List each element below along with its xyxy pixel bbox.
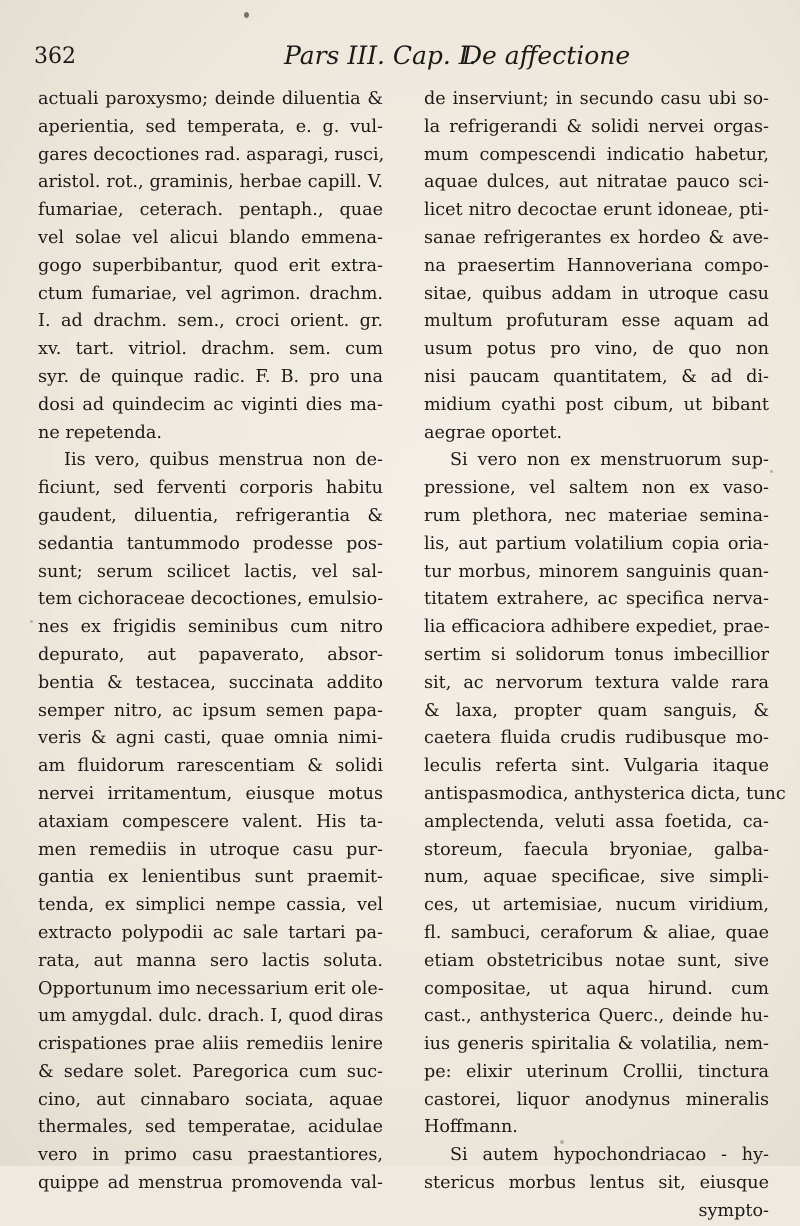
text-line: sitae, quibus addam in utroque casu <box>424 283 769 304</box>
text-line: de inserviunt; in secundo casu ubi so- <box>424 89 769 109</box>
text-line: ataxiam compescere valent. His ta- <box>38 811 383 832</box>
text-line: Iis vero, quibus menstrua non de- <box>64 450 383 471</box>
text-line: rata, aut manna sero lactis soluta. <box>38 950 383 971</box>
text-line: veris & agni casti, quae omnia nimi- <box>38 728 383 749</box>
paper-speck <box>770 470 773 473</box>
text-line: lia efficaciora adhibere expediet, prae- <box>424 617 770 638</box>
text-line: stericus morbus lentus sit, eiusque <box>424 1173 769 1194</box>
text-line: castorei, liquor anodynus mineralis <box>424 1089 769 1110</box>
text-line: caetera fluida crudis rudibusque mo- <box>424 728 769 749</box>
text-line: midium cyathi post cibum, ut bibant <box>424 394 769 415</box>
text-line: ficiunt, sed ferventi corporis habitu <box>38 478 383 499</box>
text-line: fumariae, ceterach. pentaph., quae <box>38 200 383 221</box>
text-line: men remediis in utroque casu pur- <box>38 839 383 860</box>
text-line: fl. sambuci, ceraforum & aliae, quae <box>424 922 769 943</box>
text-line: ces, ut artemisiae, nucum viridium, <box>424 895 769 916</box>
text-line: syr. de quinque radic. F. B. pro una <box>38 366 383 387</box>
text-line: sertim si solidorum tonus imbecillior <box>424 644 769 665</box>
text-line: ne repetenda. <box>38 422 162 443</box>
right-text-column <box>424 86 786 1226</box>
text-line: lis, aut partium volatilium copia oria- <box>424 533 769 554</box>
text-line: vel solae vel alicui blando emmena- <box>38 227 383 248</box>
text-line: nisi paucam quantitatem, & ad di- <box>424 366 769 387</box>
text-line: dosi ad quindecim ac viginti dies ma- <box>38 394 383 415</box>
text-line: cast., anthysterica Querc., deinde hu- <box>424 1006 769 1027</box>
text-line: etiam obstetricibus notae sunt, sive <box>424 950 769 971</box>
text-line: pe: elixir uterinum Crollii, tinctura <box>424 1061 769 1082</box>
text-line: I. ad drachm. sem., croci orient. gr. <box>38 311 383 332</box>
text-line: gaudent, diluentia, refrigerantia & <box>38 505 383 526</box>
text-line: sunt; serum scilicet lactis, vel sal- <box>38 561 383 582</box>
text-line: extracto polypodii ac sale tartari pa- <box>38 922 383 943</box>
text-line: aristol. rot., graminis, herbae capill. V. <box>38 172 383 193</box>
text-line: cino, aut cinnabaro sociata, aquae <box>38 1089 383 1110</box>
text-line: multum profuturam esse aquam ad <box>424 311 769 332</box>
text-line: thermales, sed temperatae, acidulae <box>38 1117 383 1138</box>
left-text-column <box>38 86 383 1198</box>
text-line: antispasmodica, anthysterica dicta, tunc <box>424 783 786 804</box>
text-line: quippe ad menstrua promovenda val- <box>38 1173 383 1194</box>
text-line: am fluidorum rarescentiam & solidi <box>38 756 383 777</box>
text-line: Hoffmann. <box>424 1117 518 1138</box>
text-line: nes ex frigidis seminibus cum nitro <box>38 617 383 638</box>
text-line: Opportunum imo necessarium erit ole- <box>38 978 384 999</box>
text-line: na praesertim Hannoveriana compo- <box>424 255 769 276</box>
text-line: num, aquae specificae, sive simpli- <box>424 867 769 888</box>
text-line: gares decoctiones rad. asparagi, rusci, <box>38 144 385 165</box>
text-line: compositae, ut aqua hirund. cum <box>424 978 769 999</box>
text-line: aegrae oportet. <box>424 422 563 443</box>
text-line: ctum fumariae, vel agrimon. drachm. <box>38 283 383 304</box>
text-line: mum compescendi indicatio habetur, <box>424 144 769 165</box>
text-line: storeum, faecula bryoniae, galba- <box>424 839 769 860</box>
text-line: pressione, vel saltem non ex vaso- <box>424 478 769 499</box>
text-line: & laxa, propter quam sanguis, & <box>424 700 769 721</box>
text-line: depurato, aut papaverato, absor- <box>38 644 383 665</box>
text-line: vero in primo casu praestantiores, <box>38 1145 383 1166</box>
running-head-chapter: Pars III. Cap. I. <box>284 41 477 70</box>
catchword: sympto- <box>698 1200 769 1221</box>
text-line: um amygdal. dulc. drach. I, quod diras <box>38 1006 384 1027</box>
text-line: xv. tart. vitriol. drachm. sem. cum <box>38 339 383 360</box>
running-head-title: De affectione <box>462 41 631 70</box>
paper-speck <box>30 620 33 623</box>
paper-speck <box>560 1140 564 1144</box>
text-line: tenda, ex simplici nempe cassia, vel <box>38 895 383 916</box>
text-line: gogo superbibantur, quod erit extra- <box>38 255 383 276</box>
text-line: sit, ac nervorum textura valde rara <box>424 672 769 693</box>
text-line: & sedare solet. Paregorica cum suc- <box>38 1061 383 1082</box>
text-line: usum potus pro vino, de quo non <box>424 339 769 360</box>
paper-speck <box>244 12 249 18</box>
text-line: leculis referta sint. Vulgaria itaque <box>424 756 769 777</box>
text-line: titatem extrahere, ac specifica nerva- <box>424 589 769 610</box>
text-line: sanae refrigerantes ex hordeo & ave- <box>424 227 769 248</box>
text-line: tur morbus, minorem sanguinis quan- <box>424 561 769 582</box>
text-line: gantia ex lenientibus sunt praemit- <box>38 867 383 888</box>
text-line: amplectenda, veluti assa foetida, ca- <box>424 811 769 832</box>
text-line: aquae dulces, aut nitratae pauco sci- <box>424 172 769 193</box>
text-line: ius generis spiritalia & volatilia, nem- <box>424 1034 769 1055</box>
text-line: crispationes prae aliis remediis lenire <box>38 1034 383 1055</box>
page-header <box>34 38 744 74</box>
text-line: Si vero non ex menstruorum sup- <box>450 450 769 471</box>
text-line: rum plethora, nec materiae semina- <box>424 505 769 526</box>
text-line: nervei irritamentum, eiusque motus <box>38 783 383 804</box>
text-line: semper nitro, ac ipsum semen papa- <box>38 700 383 721</box>
text-line: aperientia, sed temperata, e. g. vul- <box>38 116 383 137</box>
text-line: sedantia tantummodo prodesse pos- <box>38 533 383 554</box>
text-line: licet nitro decoctae erunt idoneae, pti- <box>424 200 769 221</box>
text-line: bentia & testacea, succinata addito <box>38 672 383 693</box>
text-line: tem cichoraceae decoctiones, emulsio- <box>38 589 384 610</box>
page-number: 362 <box>34 44 76 69</box>
text-line: la refrigerandi & solidi nervei orgas- <box>424 116 769 137</box>
text-line: actuali paroxysmo; deinde diluentia & <box>38 89 383 109</box>
text-line: Si autem hypochondriacao - hy- <box>450 1145 769 1166</box>
